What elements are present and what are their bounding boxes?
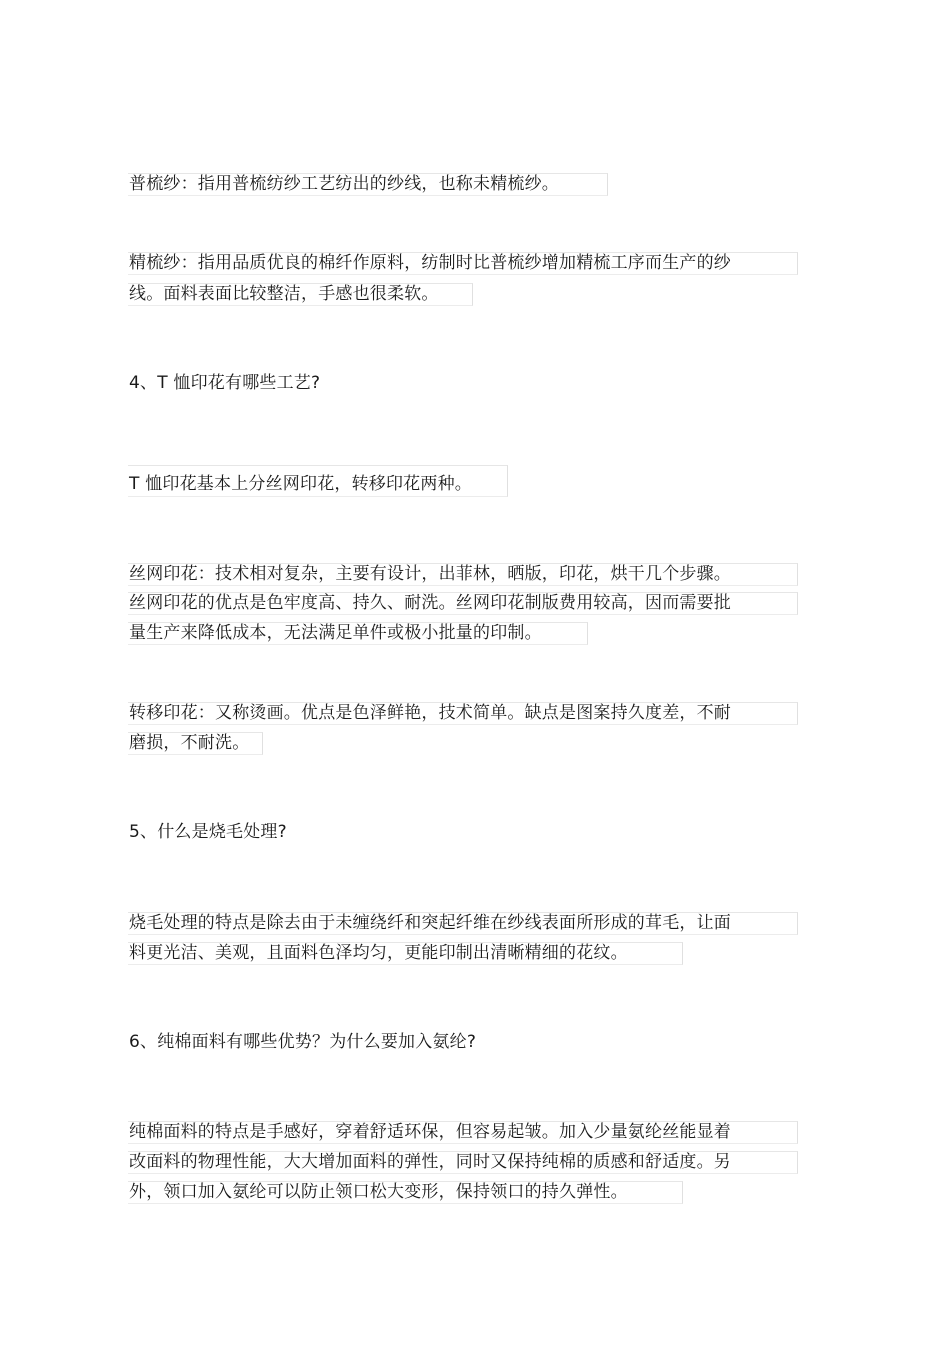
text-line: 纯棉面料的特点是手感好，穿着舒适环保，但容易起皱。加入少量氨纶丝能显着 [129,1122,731,1142]
text-line: 外，领口加入氨纶可以防止领口松大变形，保持领口的持久弹性。 [129,1182,628,1202]
text-line: 料更光洁、美观，且面料色泽均匀，更能印制出清晰精细的花纹。 [129,943,628,963]
text-line: T 恤印花基本上分丝网印花，转移印花两种。 [129,474,472,494]
text-line: 丝网印花：技术相对复杂，主要有设计，出菲林，晒版，印花，烘干几个步骤。 [129,564,731,584]
heading-text: 6、纯棉面料有哪些优势？为什么要加入氨纶? [129,1032,477,1052]
heading-text: 4、T 恤印花有哪些工艺? [129,373,321,393]
heading-text: 5、什么是烧毛处理? [129,822,287,842]
text-line: 线。面料表面比较整洁，手感也很柔软。 [129,284,439,304]
text-line: 改面料的物理性能，大大增加面料的弹性，同时又保持纯棉的质感和舒适度。另 [129,1152,731,1172]
text-line: 精梳纱：指用品质优良的棉纤作原料，纺制时比普梳纱增加精梳工序而生产的纱 [129,253,731,273]
text-line: 普梳纱：指用普梳纺纱工艺纺出的纱线，也称未精梳纱。 [129,174,559,194]
text-line: 磨损，不耐洗。 [129,733,250,753]
text-line: 丝网印花的优点是色牢度高、持久、耐洗。丝网印花制版费用较高，因而需要批 [129,593,731,613]
text-line: 烧毛处理的特点是除去由于未缠绕纤和突起纤维在纱线表面所形成的茸毛，让面 [129,913,731,933]
text-line: 量生产来降低成本，无法满足单件或极小批量的印制。 [129,623,542,643]
text-line: 转移印花：又称烫画。优点是色泽鲜艳，技术简单。缺点是图案持久度差，不耐 [129,703,731,723]
